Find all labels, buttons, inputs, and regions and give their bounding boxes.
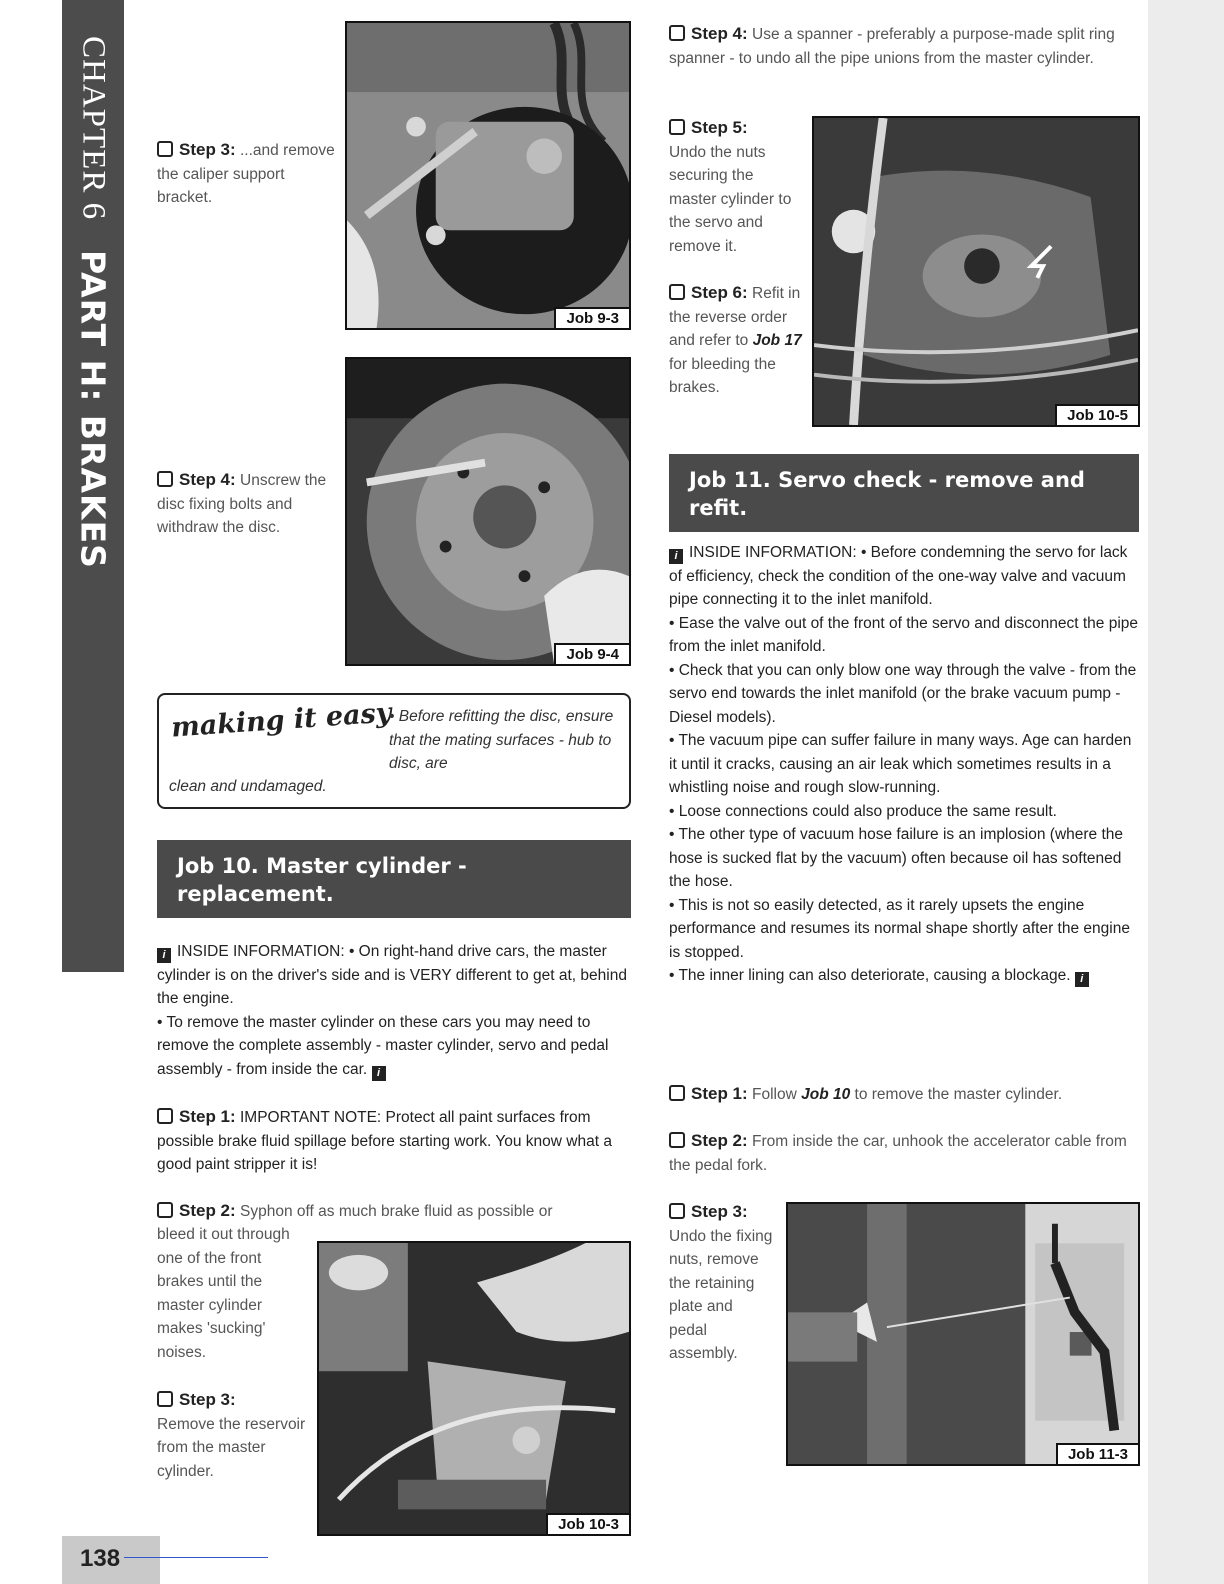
left-step2-rest xyxy=(157,1223,307,1364)
step-heading: Step 3: xyxy=(691,1202,748,1221)
step-text-continued: bleed it out through one of the front brakes until the master cylinder makes 'sucking' noises. xyxy=(157,1226,290,1361)
info-icon: i xyxy=(669,549,683,564)
step-text: Undo the nuts securing the master cylinder to the servo and remove it. xyxy=(669,143,792,255)
pedal-assembly-image xyxy=(788,1204,1138,1464)
page-number: 138 xyxy=(62,1536,160,1584)
page-edge xyxy=(1148,0,1224,1584)
left-step3b xyxy=(157,1388,307,1483)
right-step4 xyxy=(669,22,1139,70)
left-step2-line xyxy=(157,1199,627,1224)
job-reference: Job 10 xyxy=(801,1086,851,1103)
step-text: Follow xyxy=(752,1086,797,1103)
checkbox-icon xyxy=(669,25,685,41)
caliper-bracket-image xyxy=(347,23,629,328)
info-label: INSIDE INFORMATION: xyxy=(177,943,345,960)
photo-label: Job 9-3 xyxy=(554,307,629,328)
info-paragraph: • This is not so easily detected, as it rarely upsets the engine performance and resumes its normal shape shortly after the engine is stopped. xyxy=(669,896,1130,961)
checkbox-icon xyxy=(669,1085,685,1101)
chapter-label: CHAPTER 6 xyxy=(75,36,112,221)
photo-job-9-3 xyxy=(345,21,631,330)
checkbox-icon xyxy=(669,1132,685,1148)
info-end-icon: i xyxy=(372,1066,386,1081)
master-cylinder-reservoir-image xyxy=(319,1243,629,1534)
step-heading: Step 4: xyxy=(179,470,236,489)
step-heading: Step 5: xyxy=(691,118,748,137)
info-paragraph: • To remove the master cylinder on these cars you may need to remove the complete assembly - master cylinder, servo and pedal assembly - from inside the car. xyxy=(157,1013,609,1078)
step-heading: Step 6: xyxy=(691,283,748,302)
step-text-continued: for bleeding the brakes. xyxy=(669,355,776,396)
checkbox-icon xyxy=(669,1203,685,1219)
left-step3 xyxy=(157,138,337,210)
info-paragraph: • Loose connections could also produce the same result. xyxy=(669,802,1057,820)
info-paragraph: • The other type of vacuum hose failure is an implosion (where the hose is sucked flat by the vacuum) often because oil has softened the hose. xyxy=(669,826,1124,890)
checkbox-icon xyxy=(669,284,685,300)
right-step1 xyxy=(669,1082,1144,1107)
right-step3 xyxy=(669,1200,774,1366)
master-cylinder-servo-image xyxy=(814,118,1138,425)
photo-job-9-4 xyxy=(345,357,631,666)
step-text: Use a spanner - preferably a purpose-made split ring spanner - to undo all the pipe unions from the master cylinder. xyxy=(669,26,1115,67)
making-it-easy-tip xyxy=(157,693,631,809)
checkbox-icon xyxy=(157,471,173,487)
sidebar-title xyxy=(62,0,124,972)
step-text: Remove the reservoir from the master cylinder. xyxy=(157,1415,306,1480)
info-end-icon: i xyxy=(1075,972,1089,987)
step-text: Syphon off as much brake fluid as possible or xyxy=(240,1203,553,1220)
photo-label: Job 9-4 xyxy=(554,643,629,664)
photo-label: Job 10-5 xyxy=(1055,404,1138,425)
photo-label: Job 10-3 xyxy=(546,1513,629,1534)
checkbox-icon xyxy=(157,1108,173,1124)
step-text: Unscrew the disc fixing bolts and withdraw the disc. xyxy=(157,472,327,536)
photo-job-11-3 xyxy=(786,1202,1140,1466)
step-heading: Step 2: xyxy=(179,1201,236,1220)
checkbox-icon xyxy=(669,119,685,135)
step-text: Refit in the reverse order and refer to xyxy=(669,285,801,349)
step-heading: Step 4: xyxy=(691,24,748,43)
step-heading: Step 3: xyxy=(179,1390,236,1409)
step-text: From inside the car, unhook the accelerator cable from the pedal fork. xyxy=(669,1133,1127,1174)
checkbox-icon xyxy=(157,141,173,157)
brake-disc-image xyxy=(347,359,629,664)
info-label: INSIDE INFORMATION: xyxy=(689,544,857,561)
step-text: IMPORTANT NOTE: Protect all paint surfaces from possible brake fluid spillage before starting work. You know what a good paint stripper it is! xyxy=(157,1109,612,1173)
right-inside-information xyxy=(669,541,1141,988)
step-heading: Step 2: xyxy=(691,1131,748,1150)
job11-heading: Job 11. Servo check - remove and refit. xyxy=(669,454,1139,532)
step-text: ...and remove the caliper support bracket. xyxy=(157,142,335,206)
step-text: Undo the fixing nuts, remove the retaining plate and pedal assembly. xyxy=(669,1227,773,1362)
info-paragraph: • On right-hand drive cars, the master cylinder is on the driver's side and is VERY different to get at, behind the engine. xyxy=(157,943,627,1007)
job10-heading: Job 10. Master cylinder - replacement. xyxy=(157,840,631,918)
photo-job-10-3 xyxy=(317,1241,631,1536)
job-reference: Job 17 xyxy=(752,332,802,349)
info-paragraph: • Ease the valve out of the front of the servo and disconnect the pipe from the inlet manifold. xyxy=(669,614,1139,655)
checkbox-icon xyxy=(157,1202,173,1218)
info-paragraph: • The inner lining can also deteriorate, causing a blockage. xyxy=(669,967,1071,984)
step-text-continued: to remove the master cylinder. xyxy=(854,1086,1063,1103)
info-paragraph: • Before condemning the servo for lack of efficiency, check the condition of the one-way valve and vacuum pipe connecting it to the inlet manifold. xyxy=(669,544,1128,608)
tip-text: • Before refitting the disc, ensure that the mating surfaces - hub to disc, are xyxy=(389,708,614,772)
right-step2 xyxy=(669,1129,1144,1177)
left-inside-information xyxy=(157,940,635,1081)
info-paragraph: • The vacuum pipe can suffer failure in many ways. Age can harden it until it cracks, causing an air leak which sometimes results in a whistling noise and rough slow-running. xyxy=(669,732,1132,796)
tip-text-continued: clean and undamaged. xyxy=(169,778,327,795)
step-heading: Step 1: xyxy=(691,1084,748,1103)
info-paragraph: • Check that you can only blow one way through the valve - from the servo end towards the inlet manifold (or the brake vacuum pump - Diesel models). xyxy=(669,661,1137,726)
part-label: PART H: BRAKES xyxy=(73,250,113,570)
left-step1 xyxy=(157,1105,627,1177)
step-heading: Step 1: xyxy=(179,1107,236,1126)
chapter-sidebar xyxy=(62,0,124,972)
right-step6 xyxy=(669,281,807,400)
checkbox-icon xyxy=(157,1391,173,1407)
page-link-underline xyxy=(124,1557,268,1558)
info-icon: i xyxy=(157,948,171,963)
step-heading: Step 3: xyxy=(179,140,236,159)
right-step5 xyxy=(669,116,804,258)
photo-label: Job 11-3 xyxy=(1056,1443,1138,1464)
photo-job-10-5 xyxy=(812,116,1140,427)
left-step4 xyxy=(157,468,342,540)
making-it-easy-logo: making it easy xyxy=(170,697,393,744)
